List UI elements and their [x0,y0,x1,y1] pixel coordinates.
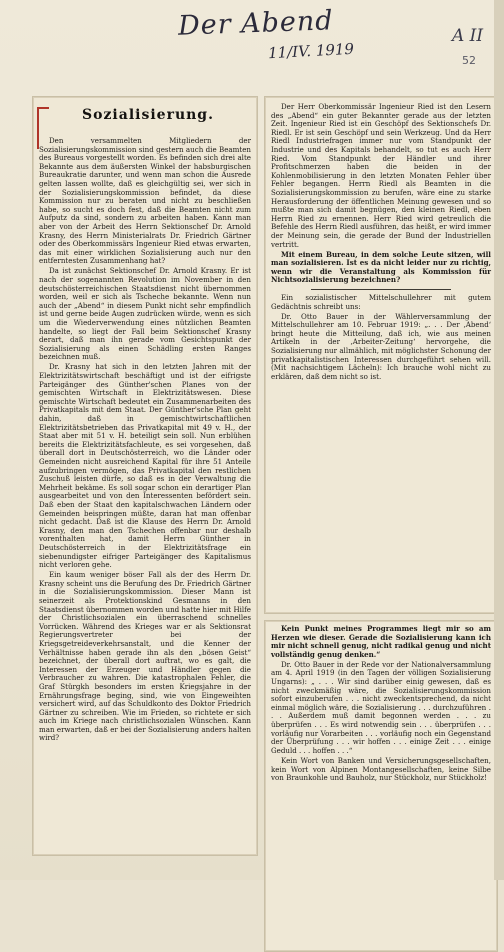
paragraph: Der Herr Oberkommissär Ingenieur Ried ist den Lesern des „Abend“ ein guter Bekannter gerade aus der letzten Zeit. Ingenieur Ried ist ein Geschöpf des Sektionschefs Dr. Riedl. Er ist sein Geschöpf und sein Werkzeug. Und da Herr Riedl Industriefragen immer nur vom Standpunkt der Industrie und des Kapitals behandelt, so tut es auch Herr Ried. Vom Standpunkt der Händler und ihrer Profitschmerzen haben die beiden in der Kohlenmobilisierung in den letzten Monaten Fehler über Fehler begangen. Herrn Riedl als Beamten in die Sozialisierungskommission zu berufen, wäre eine zu starke Herausforderung der öffentlichen Meinung gewesen und so mußte man sich damit begnügen, den kleinen Riedl, eben Herrn Ried zu ernennen. Herr Ried wird getreulich die Befehle des Herrn Riedl ausführen, das heißt, er wird immer der Meinung sein, die gerade der Bund der Industriellen vertritt. [271,102,491,249]
clipping-right-column [264,96,498,614]
handwritten-date: 11/IV. 1919 [267,39,355,63]
paragraph: Kein Punkt meines Programmes liegt mir so am Herzen wie dieser. Gerade die Sozialisierung kann ich mir nicht schnell genug, nicht radikal genug und nicht vollständig genug denken.“ [271,624,491,659]
article-headline: Sozialisierung. [82,107,214,123]
article-body-right-lower [271,625,491,784]
paragraph: Mit einem Bureau, in dem solche Leute sitzen, will man sozialisieren. Ist es da nicht leider nur zu richtig, wenn wir die Veranstaltung als Kommission für Nichtsozialisierung bezeichnen? [271,249,491,285]
page-number: 52 [462,54,476,67]
paragraph: Kein Wort von Banken und Versicherungsgesellschaften, kein Wort von Alpinen Montangesellschaften, keine Silbe von Braunkohle und Bauholz, nur Stückholz, nur Stückholz! [271,755,491,783]
paragraph: Den versammelten Mitgliedern der Sozialisierungskommission sind gestern auch die Beamten des Bureaus vorgestellt worden. Es befinden sich drei alte Bekannte aus dem äußersten Winkel der habsburgischen Bureaukratie darunter, und wenn man schon die Ausrede gelten lassen wollte, daß es gleichgültig sei, wer sich in der Sozialisierungskommission befindet, da diese Kommission nur zu beraten und nicht zu beschließen habe, so sucht es doch fest, daß die Beamten nicht zum Aufputz da sind, sondern zu arbeiten haben. Kann man aber von der Arbeit des Herrn Sektionschef Dr. Arnold Krasny, des Herrn Ministerialrats Dr. Friedrich Gärtner oder des Oberkommissärs Ingenieur Ried etwas erwarten, das mit einer wirklichen Sozialisierung auch nur den entferntesten Zusammenhang hat? [39,136,251,266]
clipping-right-lower [264,620,498,952]
article-body-left [39,137,251,745]
handwritten-corner-mark: A II [452,26,484,46]
paragraph: Dr. Otto Bauer in der Rede vor der Nationalversammlung am 4. April 1919 (in den Tagen der völligen Sozialisierung Ungarns): „ . . . Wir sind darüber einig gewesen, daß es nicht zweckmäßig wäre, die Sozialisierungskommission sofort einzuberufen . . . nicht zweckentsprechend, da nicht einmal möglich wäre, die Sozialisierung . . . durchzuführen . . . Außerdem muß damit begonnen werden . . . zu überprüfen . . . Es wird notwendig sein . . . überprüfen . . . vorläufig nur Vorarbeiten . . . vorläufig noch ein Gegenstand der Überprüfung . . . wir hoffen . . . einige Zeit . . . einige Geduld . . . hoffen . . .“ [271,659,491,755]
page-edge [494,0,504,880]
divider [311,289,451,290]
paragraph: Dr. Otto Bauer in der Wählerversammlung der Mittelschullehrer am 10. Februar 1919: „. . . Der ‚Abend‘ bringt heute die Mitteilung, daß ich, wie aus meinen Artikeln in der ‚Arbeiter-Zeitung‘ hervorgehe, die Sozialisierung nur allmählich, mit möglichster Schonung der privatkapitalistischen Interessen durchgeführt sehen will. (Mit nachsichtigem Lächeln): Ich brauche wohl nicht zu erklären, daß dem nicht so ist. [271,311,491,381]
box-heading: Ein sozialistischer Mittelschullehrer mit gutem Gedächtnis schreibt uns: [271,292,491,311]
paragraph: Ein kaum weniger böser Fall als der des Herrn Dr. Krasny scheint uns die Berufung des Dr. Friedrich Gärtner in die Sozialisierungskommission. Dieser Mann ist seinerzeit als Protektionskind Gesmanns in den Staatsdienst übernommen worden und hatte hier mit Hilfe der Christlichsozialen ein überraschend schnelles Vorrücken. Während des Krieges war er als Sektionsrat Regierungsvertreter bei der Kriegsgetreideverkehrsanstalt, und die Kenner der Verhältnisse haben gerade ihn als den „bösen Geist“ bezeichnet, der überall dort auftrat, wo es galt, die Interessen der Erzeuger und Händler gegen die Verbraucher zu wahren. Die katastrophalen Fehler, die Graf Stürgkh besonders im ersten Kriegsjahre in der Ernährungsfrage beging, sind, wie von Eingeweihten versichert wird, auf das Schuldkonto des Doktor Friedrich Gärtner zu schreiben. Wie im Frieden, so richtete er sich auch im Kriege nach christlichsozialen Wünschen. Kann man erwarten, daß er bei der Sozialisierung anders halten wird? [39,570,251,743]
clipping-left-column [32,96,258,856]
article-body-right [271,103,491,383]
paragraph: Dr. Krasny hat sich in den letzten Jahren mit der Elektrizitätswirtschaft beschäftigt und ist der eifrigste Parteigänger des Günther'schen Planes von der gemischten Wirtschaft in Elektrizitätswesen. Diese gemischte Wirtschaft bedeutet ein Zusammenarbeiten des Privatkapitals mit dem Staat. Der Günther'sche Plan geht dahin, daß in gemischtwirtschaftlichen Elektrizitätsbetrieben das Privatkapital mit 49 v. H., der Staat aber mit 51 v. H. beteiligt sein soll. Nun erblühen bereits die Elektrizitätsfachleute, es sei vorgesehen, daß überall dort in Deutschösterreich, wo die Länder oder Gemeinden nicht ausreichend Kapital für ihre 51 Anteile aufzubringen vermögen, das Privatkapital den restlichen Zuschuß leisten dürfe, so daß es in der Verwaltung die Mehrheit bekäme. Es soll sogar schon ein derartiger Plan ausgearbeitet und von den Interessenten befördert sein. Daß eben der Staat den kapitalschwachen Ländern oder Gemeinden beispringen müßte, daran hat man offenbar nicht gedacht. Daß ist die Klause des Herrn Dr. Arnold Krasny, den man den Tschechen offenbar nur deshalb vorenthalten hat, damit Herrn Günther in Deutschösterreich in der Elektrizitätsfrage ein siebenundigster eifriger Parteigänger des Kapitalismus nicht verloren gehe. [39,362,251,570]
paragraph: Da ist zunächst Sektionschef Dr. Arnold Krasny. Er ist nach der sogenannten Revolution im November in den deutschösterreichischen Staatsdienst nicht übernommen worden, weil er sich als Tscheche bekannte. Wenn nun auch der „Abend“ in diesem Punkt nicht sehr empfindlich ist und gerne beide Augen zudrücken würde, wenn es sich um die Wiederverwendung eines nützlichen Beamten handelte, so liegt der Fall beim Sektionschef Krasny derart, daß man ihn gerade vom Gesichtspunkt der Sozialisierung als einen Schädling ersten Ranges bezeichnen muß. [39,266,251,362]
handwritten-newspaper-title: Der Abend [177,5,335,42]
